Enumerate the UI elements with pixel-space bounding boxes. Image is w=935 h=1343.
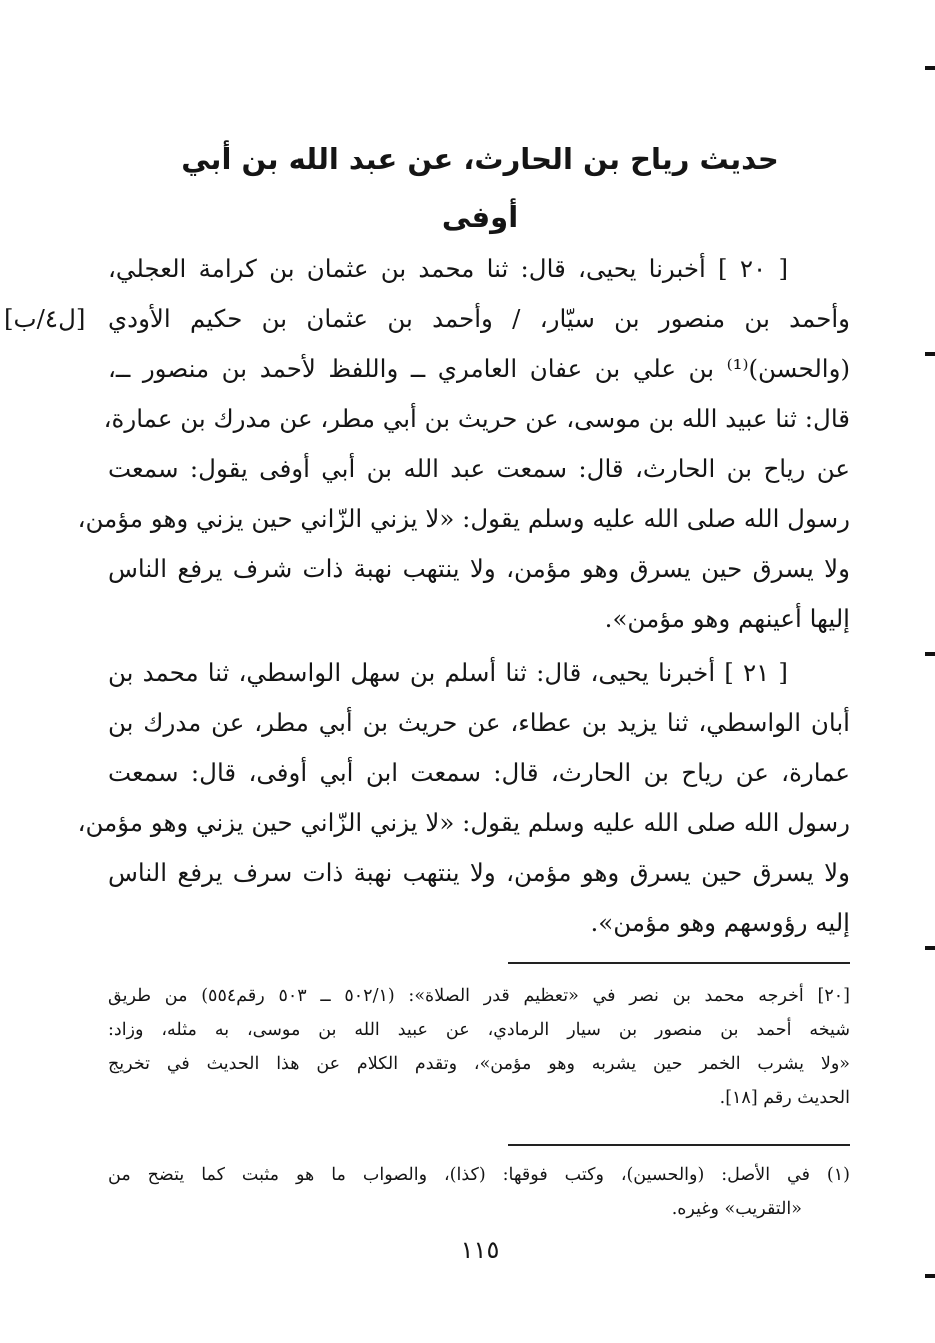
footnote-line: «ولا يشرب الخمر حين يشربه وهو مؤمن»، وتقدم الكلام عن هذا الحديث في تخريج	[108, 1054, 850, 1074]
footnote-separator	[508, 1144, 850, 1146]
footnote-line: «التقريب» وغيره.	[671, 1199, 802, 1219]
hadith-21-line: رسول الله صلى الله عليه وسلم يقول: «لا يزني الزّاني حين يزني وهو مؤمن،	[77, 808, 850, 837]
footnote-hadith-20	[108, 979, 850, 1115]
scan-edge-mark	[925, 66, 935, 70]
hadith-20-line: قال: ثنا عبيد الله بن موسى، عن حريث بن أبي مطر، عن مدرك بن عمارة،	[103, 404, 850, 433]
footnote-line: شيخه أحمد بن منصور بن سيار الرمادي، عن عبيد الله بن موسى، به مثله، وزاد:	[108, 1020, 850, 1040]
hadith-20-line: (والحسن)⁽¹⁾ بن علي بن عفان العامري ــ واللفظ لأحمد بن منصور ــ،	[108, 354, 850, 383]
scan-edge-mark	[925, 1274, 935, 1278]
scan-edge-mark	[925, 352, 935, 356]
hadith-21-line: ولا يسرق حين يسرق وهو مؤمن، ولا ينتهب نهبة ذات سرف يرفع الناس	[108, 858, 850, 887]
hadith-20-line: [ ٢٠ ] أخبرنا يحيى، قال: ثنا محمد بن عثمان بن كرامة العجلي،	[108, 254, 788, 283]
hadith-20-line: إليها أعينهم وهو مؤمن».	[604, 604, 850, 633]
footnote-line: [٢٠] أخرجه محمد بن نصر في «تعظيم قدر الصلاة»: (٥٠٢/١ ــ ٥٠٣ رقم٥٥٤) من طريق	[108, 986, 850, 1006]
hadith-21-line: أبان الواسطي، ثنا يزيد بن عطاء، عن حريث بن أبي مطر، عن مدرك بن	[108, 708, 850, 737]
hadith-21	[77, 648, 850, 948]
page-number: ١١٥	[460, 1236, 500, 1264]
footnote-separator	[508, 962, 850, 964]
footnote-line: الحديث رقم [١٨].	[719, 1088, 850, 1108]
hadith-20-line: ولا يسرق حين يسرق وهو مؤمن، ولا ينتهب نهبة ذات شرف يرفع الناس	[108, 554, 850, 583]
footnote-1	[108, 1158, 850, 1226]
hadith-21-line: [ ٢١ ] أخبرنا يحيى، قال: ثنا أسلم بن سهل الواسطي، ثنا محمد بن	[108, 658, 788, 687]
section-title: حديث رياح بن الحارث، عن عبد الله بن أبي أوفى	[181, 142, 779, 234]
hadith-21-line: إليه رؤوسهم وهو مؤمن».	[590, 908, 850, 937]
scan-edge-mark	[925, 946, 935, 950]
hadith-20-line: عن رياح بن الحارث، قال: سمعت عبد الله بن أبي أوفى يقول: سمعت	[108, 454, 850, 483]
footnote-line: (١) في الأصل: (والحسين)، وكتب فوقها: (كذا)، والصواب ما هو مثبت كما يتضح من	[108, 1165, 850, 1185]
scan-edge-mark	[925, 652, 935, 656]
hadith-20-line: رسول الله صلى الله عليه وسلم يقول: «لا يزني الزّاني حين يزني وهو مؤمن،	[77, 504, 850, 533]
hadith-20	[77, 244, 850, 644]
manuscript-folio-marker: [ل٤/ب]	[4, 304, 86, 333]
hadith-21-line: عمارة، عن رياح بن الحارث، قال: سمعت ابن أبي أوفى، قال: سمعت	[108, 758, 850, 787]
hadith-20-line: وأحمد بن منصور بن سيّار، / وأحمد بن عثمان بن حكيم الأودي	[108, 304, 850, 333]
